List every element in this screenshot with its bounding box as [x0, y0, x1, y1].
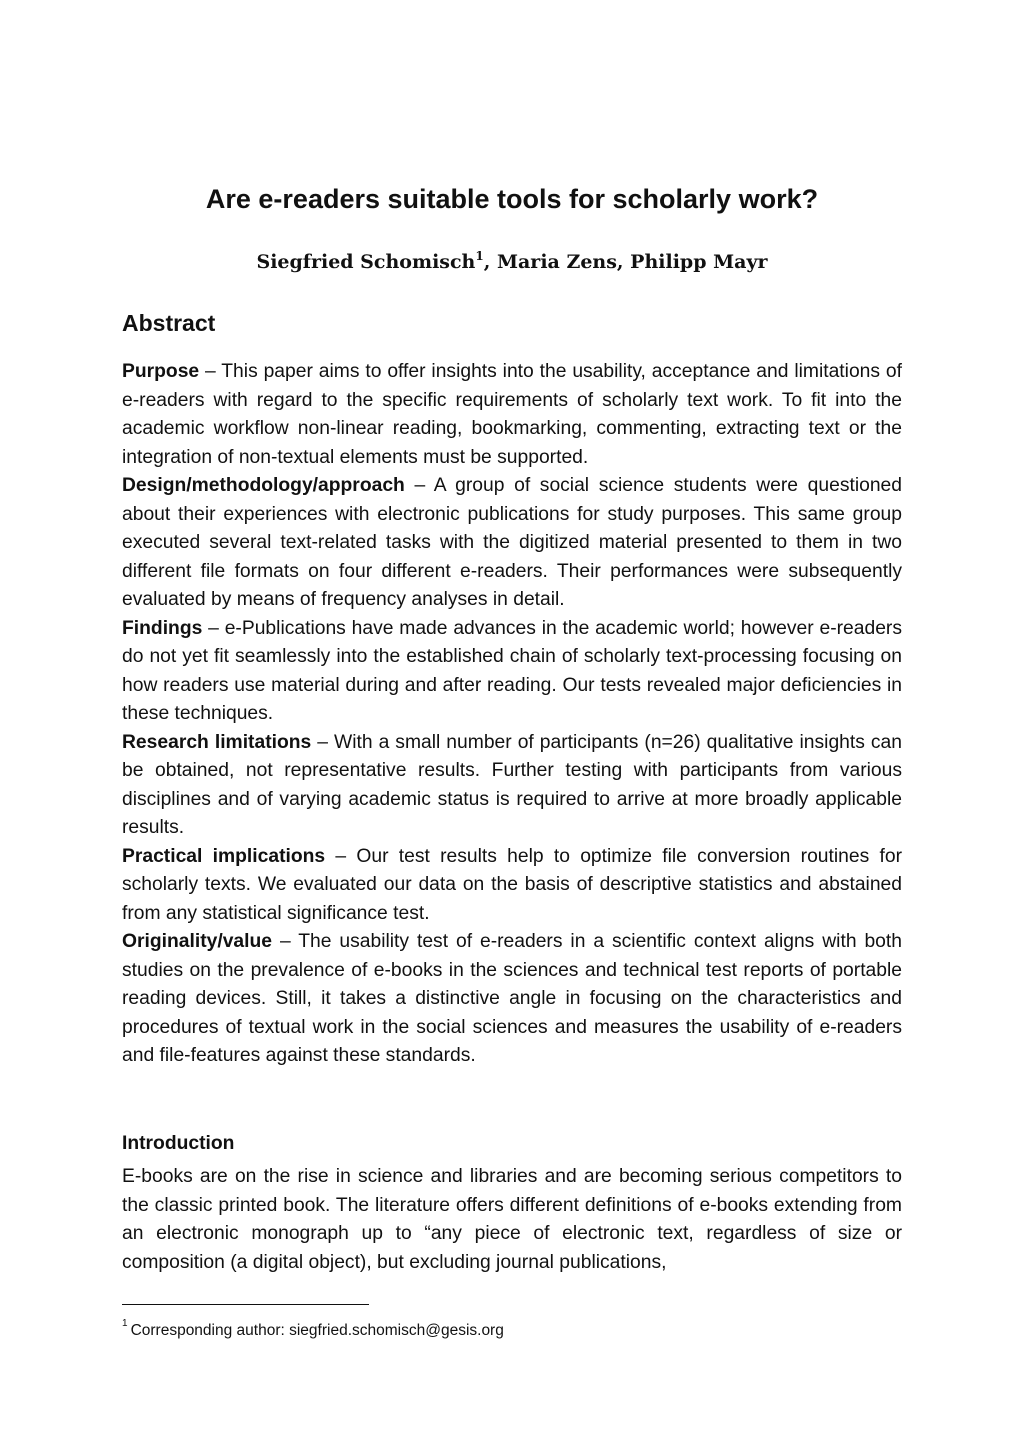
abstract-body	[122, 358, 902, 1071]
abstract-label: Practical implications	[122, 845, 326, 867]
abstract-implications	[122, 843, 902, 929]
abstract-limitations	[122, 729, 902, 843]
footnote-text: Corresponding author: siegfried.schomisch@gesis.org	[130, 1322, 504, 1339]
footnote-separator	[122, 1304, 369, 1305]
footnote-number: 1	[122, 1317, 128, 1329]
abstract-label: Purpose	[122, 361, 200, 382]
author-others: , Maria Zens, Philipp Mayr	[483, 251, 768, 273]
abstract-text: – A group of social science students were questioned about their experiences with electronic publications for study purposes. This same group executed several text-related tasks with the digitized material presented to them in two different file formats on four different e-readers. Their performances were subsequently evaluated by means of frequency analyses in detail.	[122, 475, 902, 610]
author-first: Siegfried Schomisch	[256, 251, 476, 273]
introduction-paragraph: E-books are on the rise in science and libraries and are becoming serious competitors to the classic printed book. The literature offers different definitions of e-books extending from an electronic monograph up to “any piece of electronic text, regardless of size or composition (a digital object), but excluding journal publications,	[122, 1166, 902, 1273]
abstract-heading: Abstract	[122, 310, 216, 336]
abstract-purpose	[122, 358, 902, 472]
abstract-text: – The usability test of e-readers in a scientific context aligns with both studies on the prevalence of e-books in the sciences and technical test reports of portable reading devices. Still, it takes a distinctive angle in focusing on the characteristics and procedures of textual work in the social sciences and measures the usability of e-readers and file-features against these standards.	[122, 931, 902, 1066]
author-list	[122, 247, 902, 277]
abstract-originality	[122, 928, 902, 1071]
abstract-label: Design/methodology/approach	[122, 475, 405, 496]
abstract-label: Research limitations	[122, 731, 312, 753]
introduction-heading: Introduction	[122, 1133, 235, 1154]
abstract-label: Findings	[122, 617, 203, 639]
paper-title: Are e-readers suitable tools for scholarly work?	[205, 184, 819, 215]
abstract-findings	[122, 615, 902, 729]
abstract-text: – Our test results help to optimize file conversion routines for scholarly texts. We evaluated our data on the basis of descriptive statistics and abstained from any statistical significance test.	[122, 845, 903, 924]
abstract-design	[122, 472, 902, 615]
abstract-text: – With a small number of participants (n=26) qualitative insights can be obtained, not representative results. Further testing with participants from various disciplines and of varying academic status is required to arrive at more broadly applicable results.	[122, 731, 902, 838]
abstract-label: Originality/value	[122, 931, 273, 952]
footnote-marker-author[interactable]: 1	[475, 248, 484, 263]
footnote	[122, 1317, 504, 1342]
abstract-text: – e-Publications have made advances in the academic world; however e-readers do not yet fit seamlessly into the established chain of scholarly text-processing focusing on how readers use material during and after reading. Our tests revealed major deficiencies in these techniques.	[122, 617, 902, 724]
abstract-text: – This paper aims to offer insights into the usability, acceptance and limitations of e-readers with regard to the specific requirements of scholarly text work. To fit into the academic workflow non-linear reading, bookmarking, commenting, extracting text or the integration of non-textual elements must be supported.	[122, 361, 902, 468]
